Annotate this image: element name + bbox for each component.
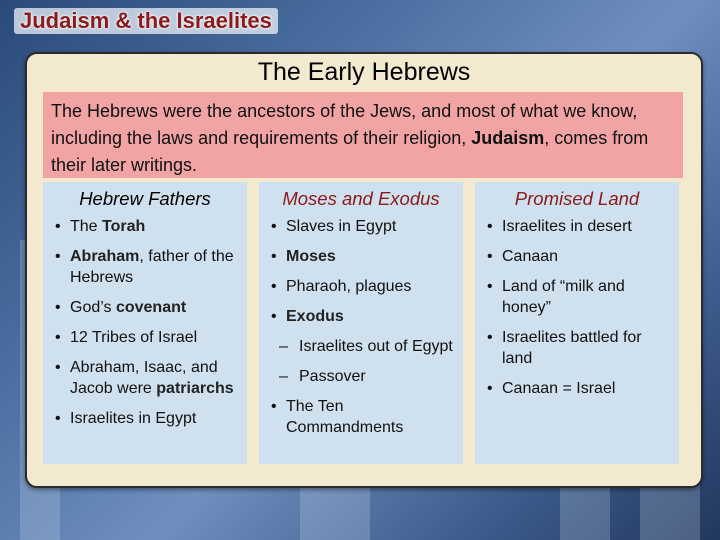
list-item [269, 306, 453, 327]
item-text: Slaves in Egypt [286, 218, 397, 235]
list-item [277, 336, 453, 357]
list-item [485, 216, 669, 237]
column-heading: Promised Land [514, 188, 640, 209]
bullet-icon: • [55, 299, 61, 316]
bullet-icon: • [55, 410, 61, 427]
bullet-icon: • [55, 248, 61, 265]
list-item [269, 276, 453, 297]
item-text: Land of “milk and honey” [502, 278, 625, 316]
item-text: Israelites battled for land [502, 329, 642, 367]
list-item [53, 408, 237, 429]
list-item [269, 396, 453, 438]
column-promised-land [475, 182, 679, 464]
list-item [53, 216, 237, 237]
list-item [485, 327, 669, 369]
intro-text-part: The Hebrews were the ancestors of the Jews, and most of what we know, including the laws and requirements of their religion, [51, 101, 638, 148]
list-item [485, 378, 669, 399]
item-keyword: Moses [286, 248, 336, 265]
item-keyword: covenant [115, 299, 187, 316]
bullet-icon: • [271, 278, 277, 295]
bullet-icon: • [487, 278, 493, 295]
item-keyword: Abraham [70, 248, 140, 265]
item-keyword: Exodus [286, 308, 344, 325]
intro-text-part: , comes from their later writings. [51, 128, 649, 175]
item-text: Passover [299, 368, 366, 385]
item-text: Pharaoh, plagues [286, 278, 412, 295]
column-list [269, 216, 453, 438]
item-text: , father of the Hebrews [70, 248, 234, 286]
item-text: Canaan [502, 248, 559, 265]
bullet-icon: • [487, 248, 493, 265]
item-text: Israelites in desert [502, 218, 632, 235]
item-text: 12 Tribes of Israel [70, 329, 198, 346]
column-moses-exodus [259, 182, 463, 464]
item-text: Israelites out of Egypt [299, 338, 453, 355]
column-list [53, 216, 237, 429]
column-heading: Hebrew Fathers [79, 188, 211, 209]
content-panel [25, 52, 703, 488]
list-item [53, 327, 237, 348]
list-item [53, 357, 237, 399]
item-keyword: Torah [102, 218, 146, 235]
list-item [53, 246, 237, 288]
column-hebrew-fathers [43, 182, 247, 464]
dash-bullet-icon: – [279, 368, 288, 385]
list-item [485, 276, 669, 318]
bullet-icon: • [487, 380, 493, 397]
intro-text [43, 92, 683, 178]
column-list [485, 216, 669, 399]
item-keyword: patriarchs [156, 380, 234, 397]
panel-title: The Early Hebrews [257, 58, 471, 86]
slide-title: Judaism & the Israelites [14, 8, 278, 34]
item-text: Israelites in Egypt [70, 410, 197, 427]
list-item [269, 216, 453, 237]
list-item [277, 366, 453, 387]
bullet-icon: • [487, 329, 493, 346]
list-item [485, 246, 669, 267]
bullet-icon: • [55, 218, 61, 235]
dash-bullet-icon: – [279, 338, 288, 355]
item-text: The Ten Commandments [286, 398, 404, 436]
list-item [53, 297, 237, 318]
bullet-icon: • [271, 308, 277, 325]
list-item [269, 246, 453, 267]
bullet-icon: • [271, 218, 277, 235]
title-bar [0, 0, 720, 44]
column-heading: Moses and Exodus [282, 188, 440, 209]
intro-keyword: Judaism [471, 128, 545, 148]
bullet-icon: • [55, 329, 61, 346]
bullet-icon: • [271, 248, 277, 265]
bullet-icon: • [271, 398, 277, 415]
item-text: Canaan = Israel [502, 380, 616, 397]
bullet-icon: • [55, 359, 61, 376]
item-text: Abraham, Isaac, and Jacob were [70, 359, 218, 397]
item-text: God’s [70, 299, 116, 316]
bullet-icon: • [487, 218, 493, 235]
item-text: The [70, 218, 103, 235]
